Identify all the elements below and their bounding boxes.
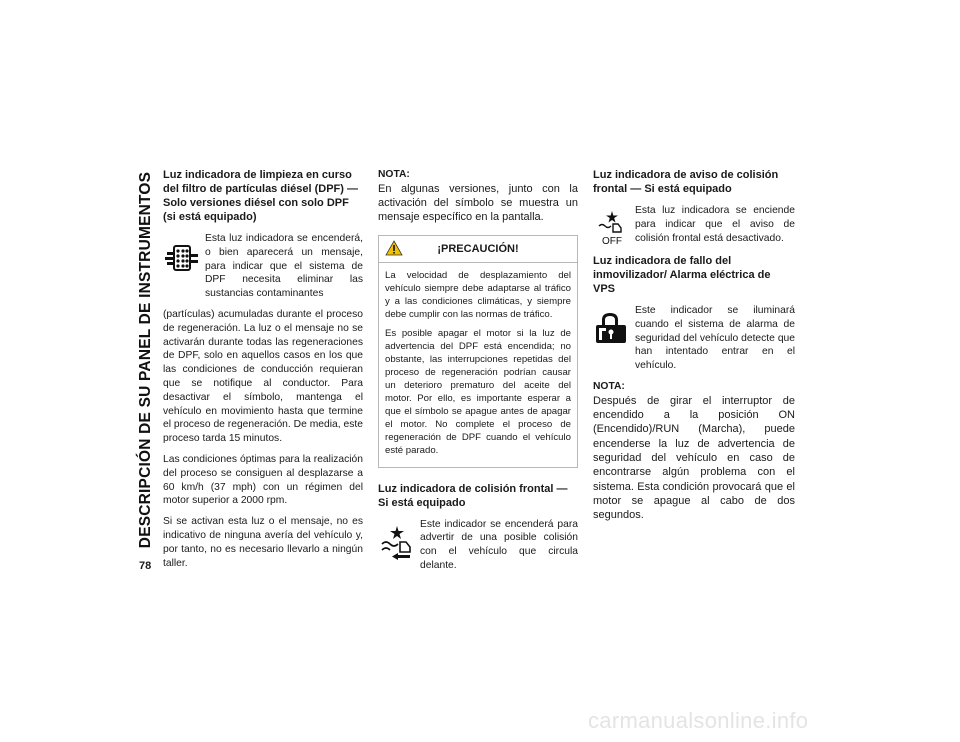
fcw-off-label: OFF bbox=[602, 236, 622, 247]
nota-label: NOTA: bbox=[378, 169, 410, 180]
forward-collision-figure-row bbox=[378, 518, 578, 573]
fcw-off-text: Esta luz indicadora se enciende para indicar que el aviso de colisión frontal está desactivado. bbox=[635, 205, 795, 244]
security-lock-icon bbox=[593, 310, 631, 348]
forward-collision-text: Este indicador se encenderá para advertir de una posible colisión con el vehículo que circula delante. bbox=[420, 518, 578, 572]
dpf-heading: Luz indicadora de limpieza en curso del filtro de partículas diésel (DPF) — Solo versiones diésel con solo DPF (si está equipado) bbox=[163, 169, 358, 223]
immobilizer-heading: Luz indicadora de fallo del inmovilizador/ Alarma eléctrica de VPS bbox=[593, 255, 771, 295]
nota-label-col3: NOTA: bbox=[593, 380, 625, 392]
dpf-figure-row bbox=[163, 232, 363, 301]
side-section-title bbox=[131, 170, 161, 550]
dpf-paragraph-2: Las condiciones óptimas para la realización del proceso se consiguen al desplazarse a 60 km/h (37 mph) con un régimen del motor superior a 2000 rpm. bbox=[163, 453, 363, 507]
dpf-paragraph-3: Si se activan esta luz o el mensaje, no es indicativo de ninguna avería del vehículo y, por tanto, no es necesario llevarlo a ningún taller. bbox=[163, 516, 363, 569]
dpf-continued-text: (partículas) acumuladas durante el proceso de regeneración. La luz o el mensaje no se activarán durante todas las regeneraciones de DPF, solo en aquellos casos en los que las condiciones de conducción requieran que se notifique al conductor. Para desactivar el símbolo, mantenga el vehículo en movimiento hasta que termine el proceso de regeneración. De media, este proceso tarda 15 minutos. bbox=[163, 308, 363, 445]
immobilizer-text: Este indicador se iluminará cuando el sistema de alarma de seguridad del vehículo detecte que han intentado entrar en el vehículo. bbox=[635, 305, 795, 372]
nota-text-col3: Después de girar el interruptor de encendido a la posición ON (Encendido)/RUN (Marcha), puede encenderse la luz de advertencia de seguridad del vehículo en caso de encontrarse algún problema con el sistema. Esta condición provocará que el motor se apague al cabo de dos segundos. bbox=[593, 394, 795, 522]
caution-box bbox=[378, 235, 578, 468]
page-number: 78 bbox=[139, 560, 152, 572]
dpf-figure-text: Esta luz indicadora se encenderá, o bien aparecerá un mensaje, para indicar que el sistema de DPF necesita eliminar las sustancias contaminantes bbox=[205, 233, 363, 300]
forward-collision-heading: Luz indicadora de colisión frontal — Si está equipado bbox=[378, 482, 568, 509]
warning-triangle-icon bbox=[385, 240, 403, 256]
caution-header bbox=[379, 236, 577, 263]
dpf-filter-icon bbox=[163, 238, 201, 276]
immobilizer-figure-row bbox=[593, 304, 795, 373]
fcw-off-icon bbox=[593, 210, 631, 248]
caution-body bbox=[379, 263, 577, 467]
caution-paragraph-1: La velocidad de desplazamiento del vehículo siempre debe adaptarse al tráfico y a las condiciones climáticas, y siempre debe cumplir con las normas de tráfico. bbox=[385, 269, 571, 320]
side-title-text: DESCRIPCIÓN DE SU PANEL DE INSTRUMENTOS bbox=[137, 171, 154, 549]
caution-paragraph-2: Es posible apagar el motor si la luz de advertencia del DPF está encendida; no obstante, las interrupciones repetidas del proceso de regeneración podrían causar un deterioro prematuro del aceite del motor. Por ello, es importante esperar a que el símbolo se apague antes de apagar el motor. No complete el proceso de regeneración de DPF cuando el vehículo esté parado. bbox=[385, 327, 571, 456]
caution-title: ¡PRECAUCIÓN! bbox=[437, 242, 519, 255]
fcw-off-heading: Luz indicadora de aviso de colisión frontal — Si está equipado bbox=[593, 169, 779, 195]
watermark: carmanualsonline.info bbox=[588, 708, 809, 733]
fcw-off-figure-row bbox=[593, 204, 795, 254]
forward-collision-icon bbox=[378, 524, 416, 562]
column-2 bbox=[378, 168, 578, 580]
nota-text: En algunas versiones, junto con la activación del símbolo se muestra un mensaje específico en la pantalla. bbox=[378, 182, 578, 224]
column-3 bbox=[593, 168, 795, 532]
column-1 bbox=[163, 168, 363, 577]
